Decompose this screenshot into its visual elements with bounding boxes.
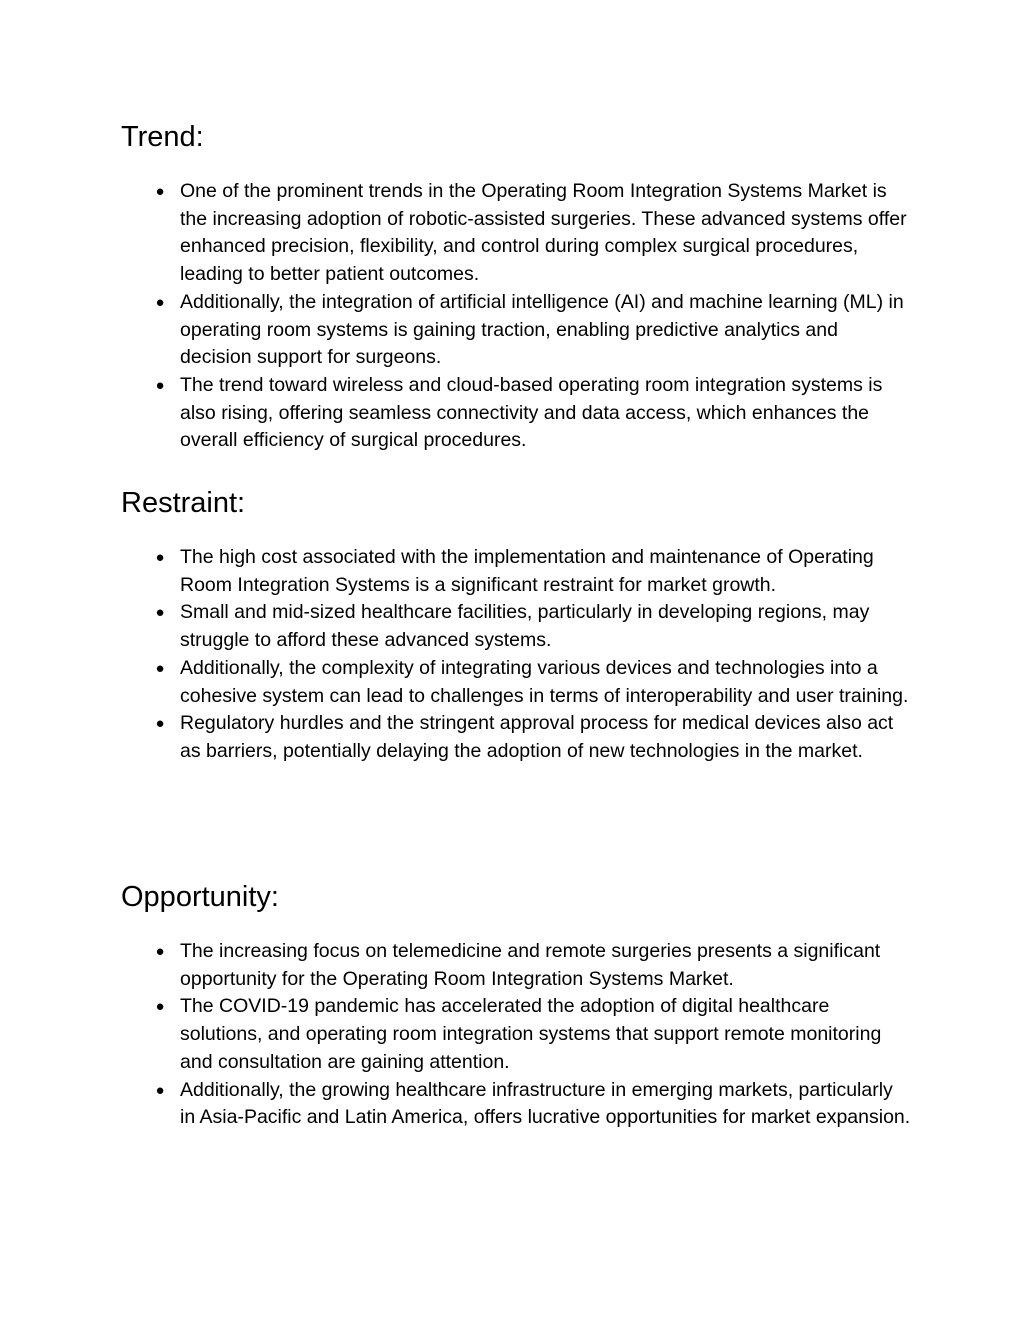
list-item — [121, 599, 911, 654]
list-item-text: The COVID-19 pandemic has accelerated the adoption of digital healthcare solutions, and operating room integration systems that support remote monitoring and consultation are gaining attention. — [180, 995, 882, 1073]
list-item — [121, 372, 911, 455]
bullet-icon: ● — [155, 183, 165, 200]
bullet-list-opportunity — [121, 938, 911, 1132]
bullet-icon: ● — [155, 293, 165, 311]
list-item — [121, 289, 911, 372]
list-item-text: One of the prominent trends in the Operating Room Integration Systems Market is the increasing adoption of robotic-assisted surgeries. These advanced systems offer enhanced precision, flexibility, and control during complex surgical procedures, leading to better patient outcomes. — [180, 180, 907, 286]
section-restraint — [121, 485, 911, 762]
bullet-icon: ● — [155, 549, 165, 566]
list-item — [121, 710, 911, 765]
list-item-text: Additionally, the growing healthcare infrastructure in emerging markets, particularly in Asia-Pacific and Latin America, offers lucrative opportunities for market expansion. — [180, 1078, 911, 1129]
section-heading-opportunity: Opportunity: — [121, 881, 279, 913]
bullet-icon: ● — [155, 659, 165, 677]
bullet-icon: ● — [155, 604, 165, 622]
list-item — [121, 544, 911, 599]
section-heading-trend: Trend: — [121, 121, 204, 153]
bullet-list-restraint — [121, 544, 911, 766]
list-item-text: Additionally, the integration of artificial intelligence (AI) and machine learning (ML) in operating room systems is gaining traction, enabling predictive analytics and decision support for surgeons. — [180, 290, 904, 369]
bullet-icon: ● — [155, 1081, 165, 1099]
section-opportunity — [121, 879, 911, 1129]
list-item — [121, 178, 911, 289]
list-item-text: The high cost associated with the implementation and maintenance of Operating Room Integration Systems is a significant restraint for market growth. — [180, 546, 874, 596]
list-item-text: Regulatory hurdles and the stringent approval process for medical devices also act as barriers, potentially delaying the adoption of new technologies in the market. — [180, 712, 894, 762]
list-item — [121, 655, 911, 710]
bullet-list-trend — [121, 178, 911, 455]
bullet-icon: ● — [155, 998, 165, 1016]
list-item-text: Small and mid-sized healthcare facilities, particularly in developing regions, may struggle to afford these advanced systems. — [180, 601, 870, 652]
list-item-text: The trend toward wireless and cloud-based operating room integration systems is also rising, offering seamless connectivity and data access, which enhances the overall efficiency of surgical procedures. — [180, 373, 883, 452]
bullet-icon: ● — [155, 376, 165, 394]
bullet-icon: ● — [155, 715, 165, 733]
list-item — [121, 993, 911, 1076]
list-item — [121, 938, 911, 993]
list-item-text: The increasing focus on telemedicine and remote surgeries presents a significant opportunity for the Operating Room Integration Systems Market. — [180, 940, 881, 990]
section-trend — [121, 119, 911, 452]
list-item-text: Additionally, the complexity of integrating various devices and technologies into a cohesive system can lead to challenges in terms of interoperability and user training. — [180, 656, 909, 707]
section-heading-restraint: Restraint: — [121, 487, 246, 519]
list-item — [121, 1077, 911, 1132]
bullet-icon: ● — [155, 943, 165, 960]
